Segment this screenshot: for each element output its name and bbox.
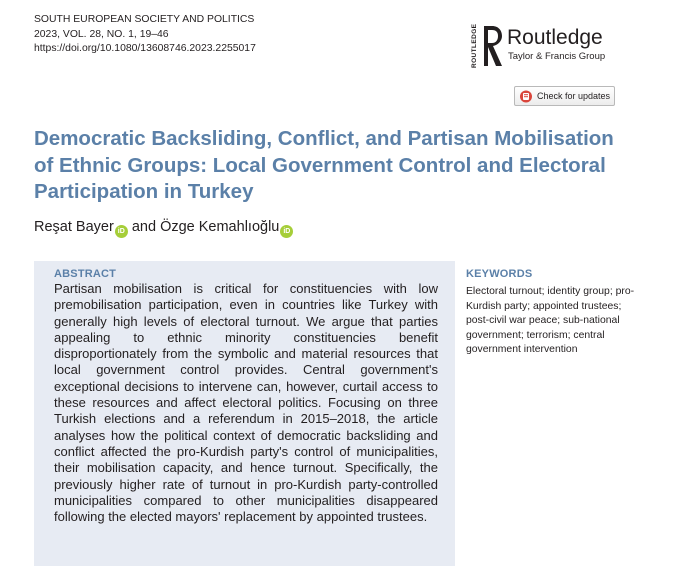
- crossmark-icon: [519, 90, 533, 103]
- publisher-spine: [471, 24, 481, 68]
- check-for-updates-button[interactable]: [514, 86, 615, 106]
- author-line: [34, 217, 293, 238]
- publisher-spine-text: ROUTLEDGE: [471, 23, 478, 68]
- abstract-heading: ABSTRACT: [54, 268, 117, 280]
- orcid-icon[interactable]: iD: [115, 225, 128, 238]
- check-for-updates-label: Check for updates: [537, 91, 611, 101]
- author-connector: and: [131, 219, 157, 235]
- author-name: Reşat Bayer: [34, 219, 114, 235]
- keywords-heading: KEYWORDS: [466, 268, 533, 280]
- publisher-subtitle: Taylor & Francis Group: [508, 51, 606, 62]
- article-title: Democratic Backsliding, Conflict, and Partisan Mobilisation of Ethnic Groups: Local Government Control and Electoral Participation in Turkey: [34, 127, 614, 203]
- journal-citation: 2023, VOL. 28, NO. 1, 19–46: [34, 28, 169, 40]
- doi-link[interactable]: https://doi.org/10.1080/13608746.2023.2255017: [34, 43, 256, 54]
- abstract-text: Partisan mobilisation is critical for constituencies with low premobilisation participation, even in countries like Turkey with generally high levels of electoral turnout. We argue that parties appealing to ethnic minority constituencies benefit disproportionately from the symbolic and material resources that local government control provides. Central government's exceptional decisions to intervene can, however, curtail access to these resources and affect electoral politics. Focusing on three Turkish elections and a referendum in 2015–2018, the article analyses how the political context of democratic backsliding and conflict affected the pro-Kurdish party's control of municipalities, their mobilisation capacity, and hence turnout. Specifically, the previously higher rate of turnout in pro-Kurdish party-controlled municipalities compared to other municipalities disappeared following the elected mayors' replacement by appointed trustees.: [54, 281, 438, 525]
- publisher-name: Routledge: [507, 26, 603, 49]
- journal-name: SOUTH EUROPEAN SOCIETY AND POLITICS: [34, 14, 255, 25]
- orcid-icon[interactable]: iD: [280, 225, 293, 238]
- journal-header: [34, 13, 256, 57]
- keywords-text: Electoral turnout; identity group; pro-Kurdish party; appointed trustees; post-civil war peace; sub-national government; terrorism; central government intervention: [466, 286, 635, 356]
- routledge-r-logo-icon: [482, 24, 504, 68]
- author-name: Özge Kemahlıoğlu: [160, 219, 280, 235]
